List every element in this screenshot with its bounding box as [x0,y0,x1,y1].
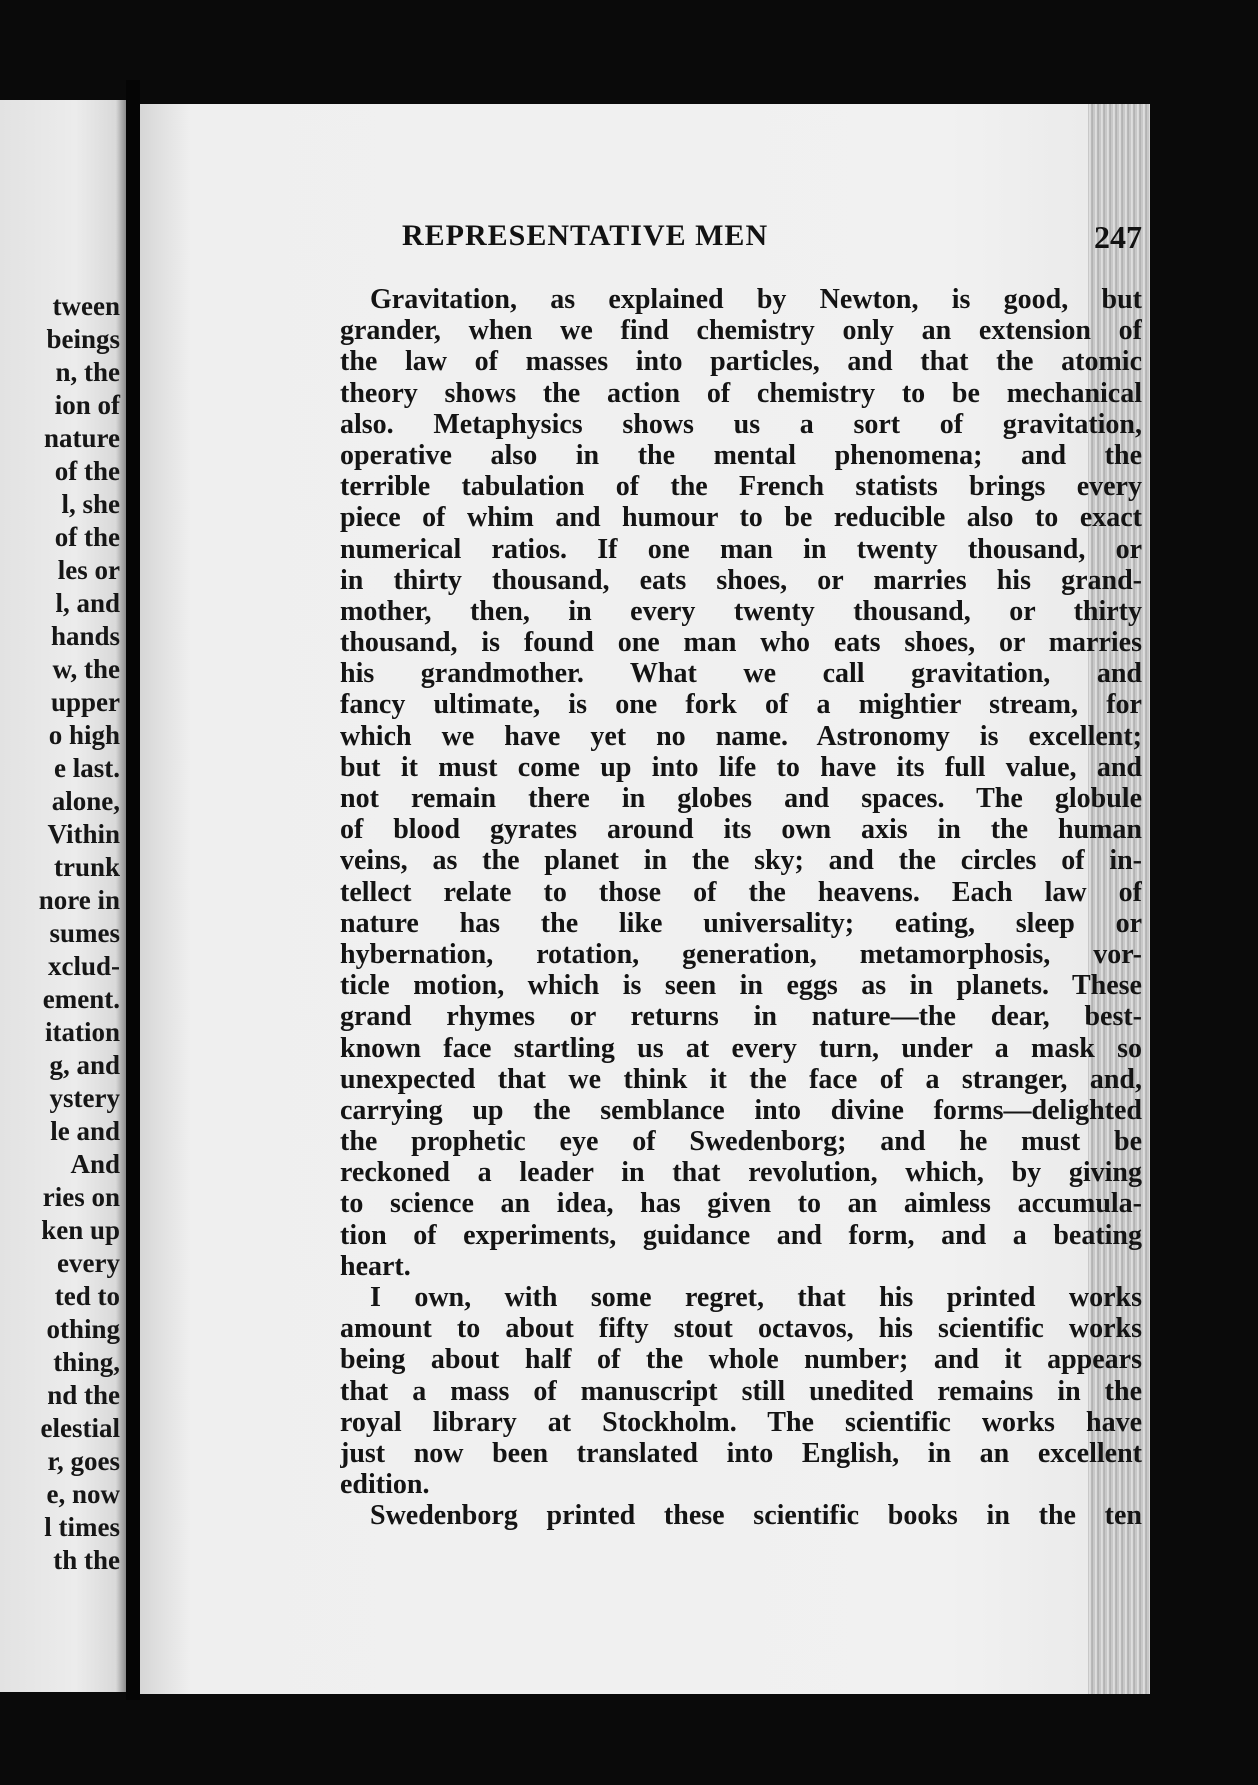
text-line: but it must come up into life to have its full value, and [340,751,1142,783]
text-line: ticle motion, which is seen in eggs as in planets. These [340,970,1142,1002]
text-line: known face startling us at every turn, under a mask so [340,1032,1142,1064]
text-line: in thirty thousand, eats shoes, or marries his grand- [340,564,1142,596]
right-page [140,104,1150,1694]
left-line: othing [46,1314,120,1344]
left-line: nore in [38,885,120,915]
left-line: hands [50,621,120,651]
text-line: royal library at Stockholm. The scientific works have [340,1406,1142,1438]
left-line: e last. [54,753,120,783]
left-line: g, and [49,1050,120,1080]
left-line: alone, [51,786,120,816]
left-line: Vithin [47,819,120,849]
left-line: w, the [52,654,120,684]
text-line: that a mass of manuscript still unedited remains in the [340,1375,1142,1407]
text-line: nature has the like universality; eating, sleep or [340,907,1142,939]
text-line: to science an idea, has given to an aimless accumula- [340,1188,1142,1220]
left-line: elestial [40,1413,120,1443]
text-line: also. Metaphysics shows us a sort of gravitation, [340,408,1142,440]
left-line: of the [54,522,120,552]
text-line: Gravitation, as explained by Newton, is good, but [370,284,1142,315]
left-line: every [57,1248,120,1278]
left-line: And [70,1149,120,1179]
text-line: tellect relate to those of the heavens. Each law of [340,876,1142,908]
left-line: ion of [54,390,120,420]
text-line: the prophetic eye of Swedenborg; and he must be [340,1126,1142,1158]
left-line: sumes [49,918,120,948]
text-line: I own, with some regret, that his printed works [370,1282,1142,1313]
text-line: just now been translated into English, in an excellent [340,1437,1142,1469]
left-line: trunk [53,852,120,882]
page-number: 247 [1094,219,1142,255]
left-line: l, she [61,489,120,519]
running-head: REPRESENTATIVE MEN [402,219,769,252]
text-line: edition. [340,1469,430,1501]
page-header [402,219,1142,263]
text-line: the law of masses into particles, and that the atomic [340,346,1142,378]
left-line: ted to [54,1281,120,1311]
left-page-text [39,290,120,1577]
left-line: l times [44,1512,120,1542]
left-line: xclud- [47,951,120,981]
text-line: theory shows the action of chemistry to be mechanical [340,377,1142,409]
left-line: nature [43,423,120,453]
left-line: le and [50,1116,120,1146]
text-line: fancy ultimate, is one fork of a mightier stream, for [340,689,1142,721]
text-line: numerical ratios. If one man in twenty thousand, or [340,533,1142,565]
left-line: itation [44,1017,120,1047]
left-line: l, and [55,588,120,618]
left-line: ement. [42,984,120,1014]
text-line: Swedenborg printed these scientific books in the ten [370,1500,1142,1532]
body-text [340,284,1142,1532]
text-line: heart. [340,1250,411,1282]
book-gutter [126,80,140,1700]
left-line: ken up [41,1215,120,1245]
text-line: not remain there in globes and spaces. The globule [340,783,1142,814]
text-line: hybernation, rotation, generation, metamorphosis, vor- [340,938,1142,970]
text-line: carrying up the semblance into divine forms—delighted [340,1094,1142,1126]
text-line: terrible tabulation of the French statists brings every [340,471,1142,503]
text-line: which we have yet no name. Astronomy is excellent; [340,720,1142,752]
left-line: beings [46,324,120,354]
left-line: ries on [42,1182,120,1212]
text-line: grand rhymes or returns in nature—the dear, best- [340,1001,1142,1033]
left-line: ystery [49,1083,120,1113]
left-line: upper [50,687,120,717]
left-page [0,100,126,1692]
left-line: les or [57,555,120,585]
text-line: thousand, is found one man who eats shoes, or marries [340,627,1142,659]
text-line: piece of whim and humour to be reducible also to exact [340,502,1142,534]
text-line: tion of experiments, guidance and form, and a beating [340,1219,1142,1251]
text-line: mother, then, in every twenty thousand, or thirty [340,595,1142,627]
text-line: of blood gyrates around its own axis in the human [340,814,1142,846]
text-line: operative also in the mental phenomena; and the [340,439,1142,471]
left-line: thing, [53,1347,120,1377]
left-line: o high [48,720,120,750]
text-line: reckoned a leader in that revolution, which, by giving [340,1157,1142,1189]
left-line: nd the [47,1380,120,1410]
left-line: of the [54,456,120,486]
left-line: th the [53,1545,120,1575]
left-line: r, goes [47,1446,120,1476]
text-line: amount to about fifty stout octavos, his scientific works [340,1313,1142,1345]
left-line: tween [52,291,120,321]
text-line: unexpected that we think it the face of a stranger, and, [340,1063,1142,1095]
text-line: grander, when we find chemistry only an extension of [340,315,1142,347]
left-line: e, now [46,1479,120,1509]
text-line: his grandmother. What we call gravitation, and [340,658,1142,690]
text-line: veins, as the planet in the sky; and the circles of in- [340,845,1142,877]
left-line: n, the [55,357,120,387]
text-line: being about half of the whole number; and it appears [340,1344,1142,1376]
